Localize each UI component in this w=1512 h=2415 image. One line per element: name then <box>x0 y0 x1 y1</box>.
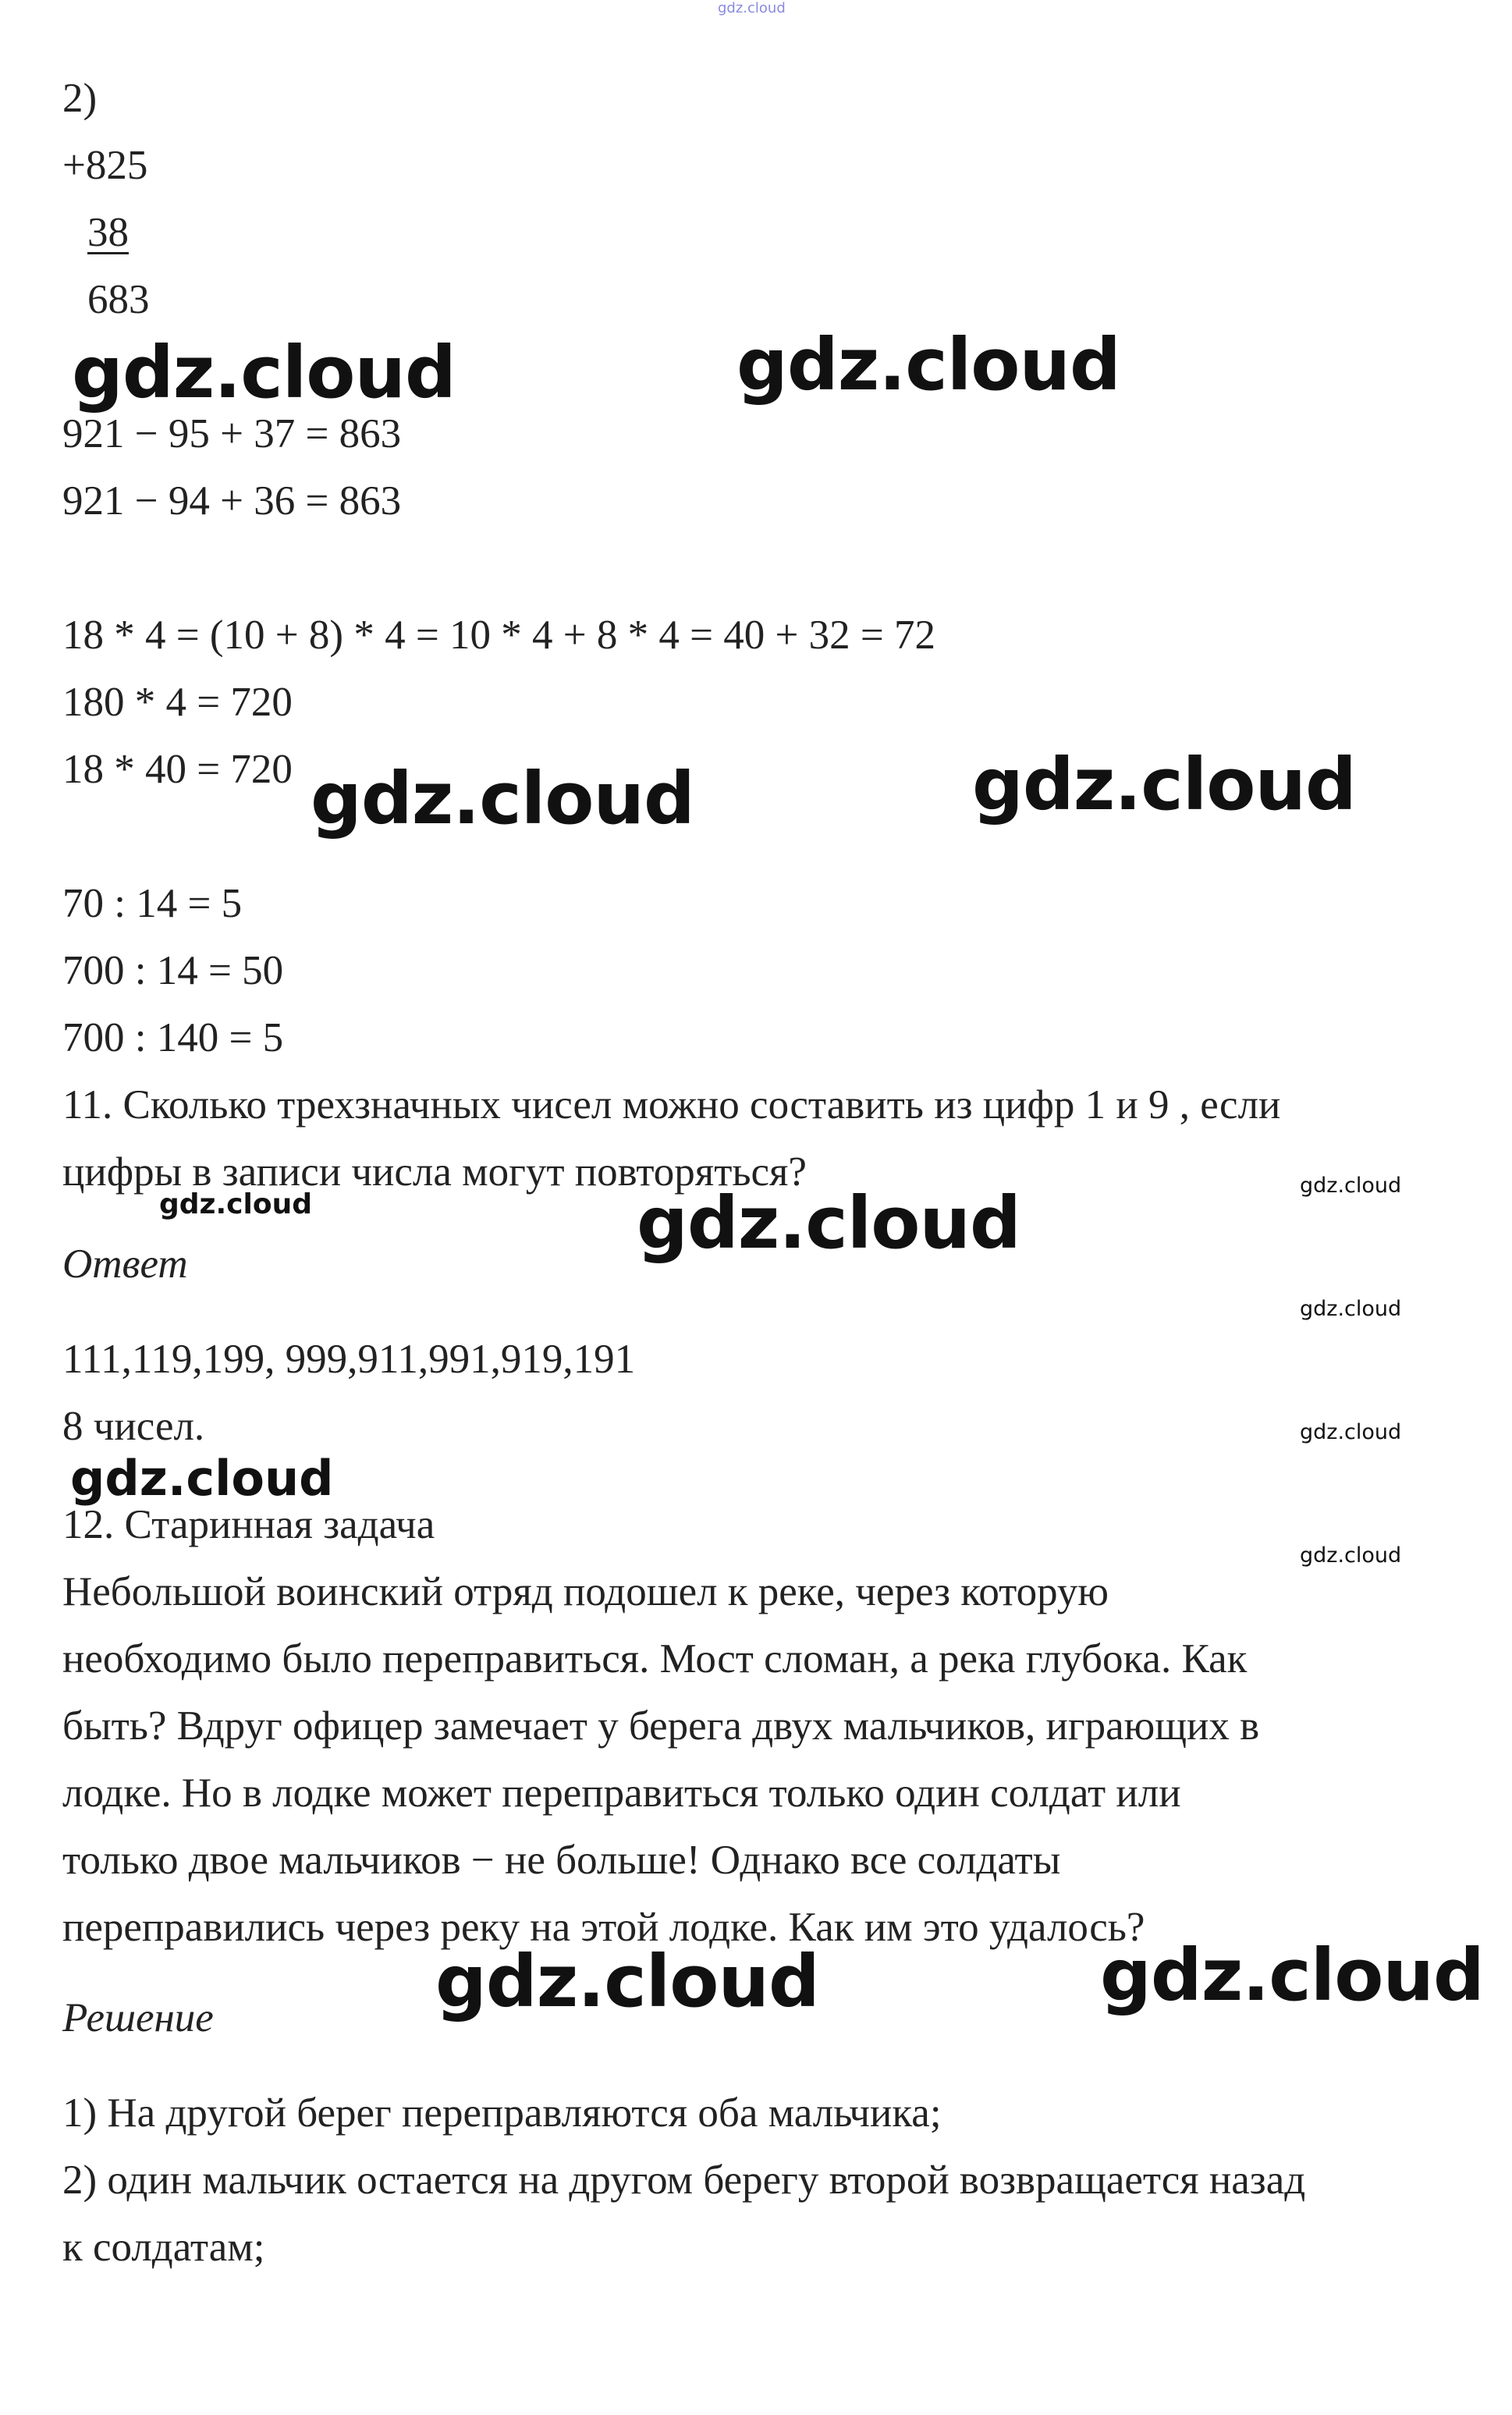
problem-12-text: только двое мальчиков − не больше! Однако все солдаты <box>62 1838 1061 1883</box>
problem-12-text: необходимо было переправиться. Мост сломан, а река глубока. Как <box>62 1636 1248 1682</box>
equation-line: 921 − 94 + 36 = 863 <box>62 478 402 524</box>
problem-11-text: 11. Сколько трехзначных чисел можно составить из цифр 1 и 9 , если <box>62 1082 1281 1128</box>
answer-heading: Ответ <box>62 1241 188 1287</box>
answer-count: 8 чисел. <box>62 1404 205 1449</box>
problem-12-text: переправились через реку на этой лодке. Как им это удалось? <box>62 1905 1145 1950</box>
solution-step: к солдатам; <box>62 2225 265 2270</box>
watermark-top: gdz.cloud <box>718 0 786 16</box>
watermark: gdz.cloud <box>435 1940 819 2023</box>
watermark-hidden: gdz.cloud <box>1381 2378 1457 2397</box>
watermark: gdz.cloud <box>1300 1420 1402 1444</box>
watermark: gdz.cloud <box>72 331 456 414</box>
solution-heading: Решение <box>62 1995 214 2040</box>
watermark: gdz.cloud <box>972 743 1356 826</box>
watermark: gdz.cloud <box>1300 1543 1402 1568</box>
watermark: gdz.cloud <box>1300 1297 1402 1321</box>
watermark: gdz.cloud <box>736 323 1120 407</box>
equation-line: 700 : 14 = 50 <box>62 948 284 993</box>
column-addition-first-operand: +825 <box>62 143 148 188</box>
watermark: gdz.cloud <box>311 757 694 840</box>
watermark: gdz.cloud <box>637 1181 1020 1265</box>
watermark: gdz.cloud <box>70 1450 334 1507</box>
solution-step: 2) один мальчик остается на другом берегу второй возвращается назад <box>62 2158 1306 2203</box>
answer-numbers: 111,119,199, 999,911,991,919,191 <box>62 1337 636 1382</box>
problem-12-text: Небольшой воинский отряд подошел к реке, через которую <box>62 1569 1109 1614</box>
column-addition-second-operand: 38 <box>87 210 129 255</box>
column-addition-result: 683 <box>87 277 150 322</box>
item-number-2: 2) <box>62 76 98 121</box>
equation-line: 18 * 4 = (10 + 8) * 4 = 10 * 4 + 8 * 4 = 40 + 32 = 72 <box>62 613 936 658</box>
problem-11-text: цифры в записи числа могут повторяться? <box>62 1149 807 1195</box>
equation-line: 700 : 140 = 5 <box>62 1015 284 1060</box>
watermark: gdz.cloud <box>1100 1934 1484 2017</box>
problem-12-title: 12. Старинная задача <box>62 1502 435 1547</box>
problem-12-text: лодке. Но в лодке может переправиться только один солдат или <box>62 1770 1181 1816</box>
equation-line: 18 * 40 = 720 <box>62 747 293 792</box>
watermark: gdz.cloud <box>1300 1174 1402 1198</box>
watermark: gdz.cloud <box>159 1188 312 1220</box>
equation-line: 921 − 95 + 37 = 863 <box>62 411 402 456</box>
solution-step: 1) На другой берег переправляются оба мальчика; <box>62 2090 942 2136</box>
problem-12-text: быть? Вдруг офицер замечает у берега двух мальчиков, играющих в <box>62 1703 1260 1749</box>
equation-line: 70 : 14 = 5 <box>62 881 243 926</box>
equation-line: 180 * 4 = 720 <box>62 680 293 725</box>
